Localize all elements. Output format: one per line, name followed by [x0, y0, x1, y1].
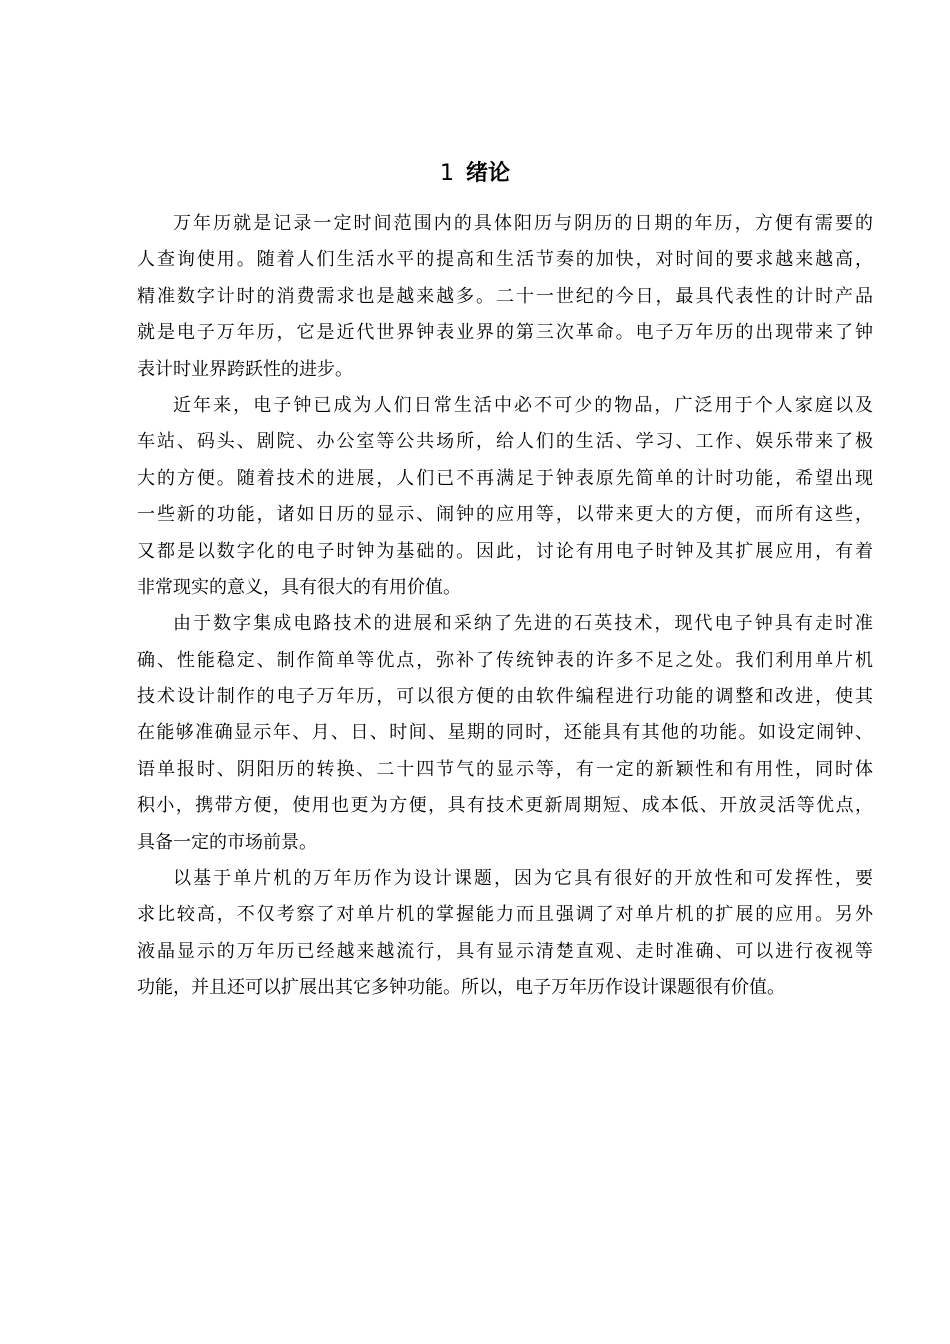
chapter-title: 绪论: [465, 161, 510, 186]
paragraph-3: [137, 606, 873, 861]
text-line: 技术设计制作的电子万年历，可以很方便的由软件编程进行功能的调整和改进，使其: [137, 686, 873, 708]
text-line: 非常现实的意义，具有很大的有用价值。: [137, 576, 461, 598]
body-text: [137, 206, 873, 1007]
text-line: 语单报时、阴阳历的转换、二十四节气的显示等，有一定的新颖性和有用性，同时体: [137, 758, 873, 780]
text-line: 车站、码头、剧院、办公室等公共场所，给人们的生活、学习、工作、娱乐带来了极: [137, 431, 873, 453]
text-line: 就是电子万年历，它是近代世界钟表业界的第三次革命。电子万年历的出现带来了钟: [137, 322, 873, 344]
text-line: 以基于单片机的万年历作为设计课题，因为它具有很好的开放性和可发挥性，要: [173, 868, 873, 890]
chapter-heading: [0, 156, 950, 192]
text-line: 精准数字计时的消费需求也是越来越多。二十一世纪的今日，最具代表性的计时产品: [137, 285, 873, 307]
text-line: 万年历就是记录一定时间范围内的具体阳历与阴历的日期的年历，方便有需要的: [173, 213, 873, 234]
text-line: 求比较高，不仅考察了对单片机的掌握能力而且强调了对单片机的扩展的应用。另外: [137, 904, 873, 926]
text-line: 一些新的功能，诸如日历的显示、闹钟的应用等，以带来更大的方便，而所有这些，: [137, 504, 873, 526]
paragraph-4: [137, 861, 873, 1007]
text-line: 人查询使用。随着人们生活水平的提高和生活节奏的加快，对时间的要求越来越高，: [137, 249, 873, 271]
text-line: 积小，携带方便，使用也更为方便，具有技术更新周期短、成本低、开放灵活等优点，: [137, 795, 873, 817]
paragraph-1: [137, 206, 873, 388]
text-line: 表计时业界跨跃性的进步。: [137, 358, 353, 380]
text-line: 近年来，电子钟已成为人们日常生活中必不可少的物品，广泛用于个人家庭以及: [173, 394, 873, 416]
text-line: 功能，并且还可以扩展出其它多钟功能。所以，电子万年历作设计课题很有价值。: [137, 977, 785, 999]
text-line: 在能够准确显示年、月、日、时间、星期的同时，还能具有其他的功能。如设定闹钟、: [137, 722, 873, 744]
text-line: 液晶显示的万年历已经越来越流行，具有显示清楚直观、走时准确、可以进行夜视等: [137, 940, 873, 962]
text-line: 确、性能稳定、制作简单等优点，弥补了传统钟表的许多不足之处。我们利用单片机: [137, 649, 873, 671]
text-line: 又都是以数字化的电子时钟为基础的。因此，讨论有用电子时钟及其扩展应用，有着: [137, 540, 873, 562]
text-line: 由于数字集成电路技术的进展和采纳了先进的石英技术，现代电子钟具有走时准: [173, 613, 873, 635]
chapter-number: 1: [439, 161, 454, 186]
text-line: 具备一定的市场前景。: [137, 831, 317, 853]
text-line: 大的方便。随着技术的进展，人们已不再满足于钟表原先简单的计时功能，希望出现: [137, 467, 873, 489]
paragraph-2: [137, 388, 873, 606]
